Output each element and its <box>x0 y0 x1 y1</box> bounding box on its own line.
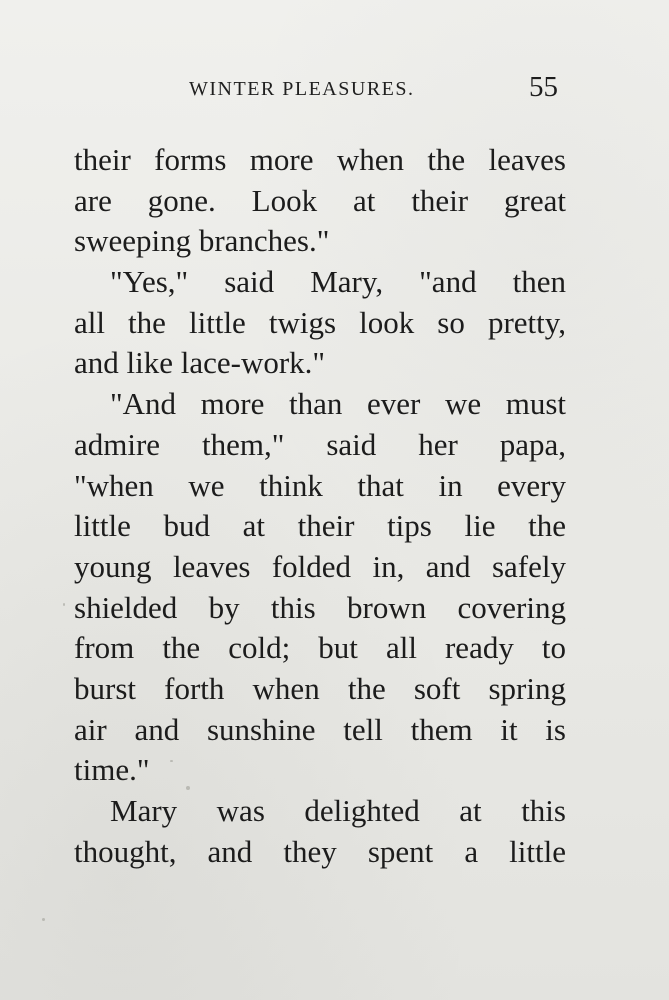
text-line: "Yes," said Mary, "and then <box>110 264 566 300</box>
text-line: burst forth when the soft spring <box>74 670 566 706</box>
text-line: their forms more when the leaves <box>74 142 566 177</box>
text-line: and like lace-work." <box>74 345 326 381</box>
text-line: "when we think that in every <box>74 467 566 503</box>
paper-speck <box>42 918 45 921</box>
text-line: "And more than ever we must <box>110 386 566 422</box>
text-line: time." <box>74 752 150 788</box>
text-line: air and sunshine tell them it is <box>74 711 566 747</box>
text-line: are gone. Look at their great <box>74 182 566 218</box>
text-line: shielded by this brown covering <box>74 589 566 625</box>
page-number: 55 <box>529 71 558 103</box>
text-line: all the little twigs look so pretty, <box>74 304 566 340</box>
text-line: sweeping branches." <box>74 223 330 259</box>
text-line: Mary was delighted at this <box>110 793 566 828</box>
text-line: admire them," said her papa, <box>74 426 566 462</box>
body-text <box>74 140 566 872</box>
text-line: from the cold; but all ready to <box>74 630 566 666</box>
running-title: WINTER PLEASURES. <box>189 78 415 100</box>
text-line: little bud at their tips lie the <box>74 508 566 544</box>
running-head <box>0 71 669 104</box>
text-line: thought, and they spent a little <box>74 833 566 869</box>
paper-speck <box>63 603 65 606</box>
paper-speck <box>170 760 173 762</box>
text-line: young leaves folded in, and safely <box>74 548 566 584</box>
paper-speck <box>186 786 190 790</box>
